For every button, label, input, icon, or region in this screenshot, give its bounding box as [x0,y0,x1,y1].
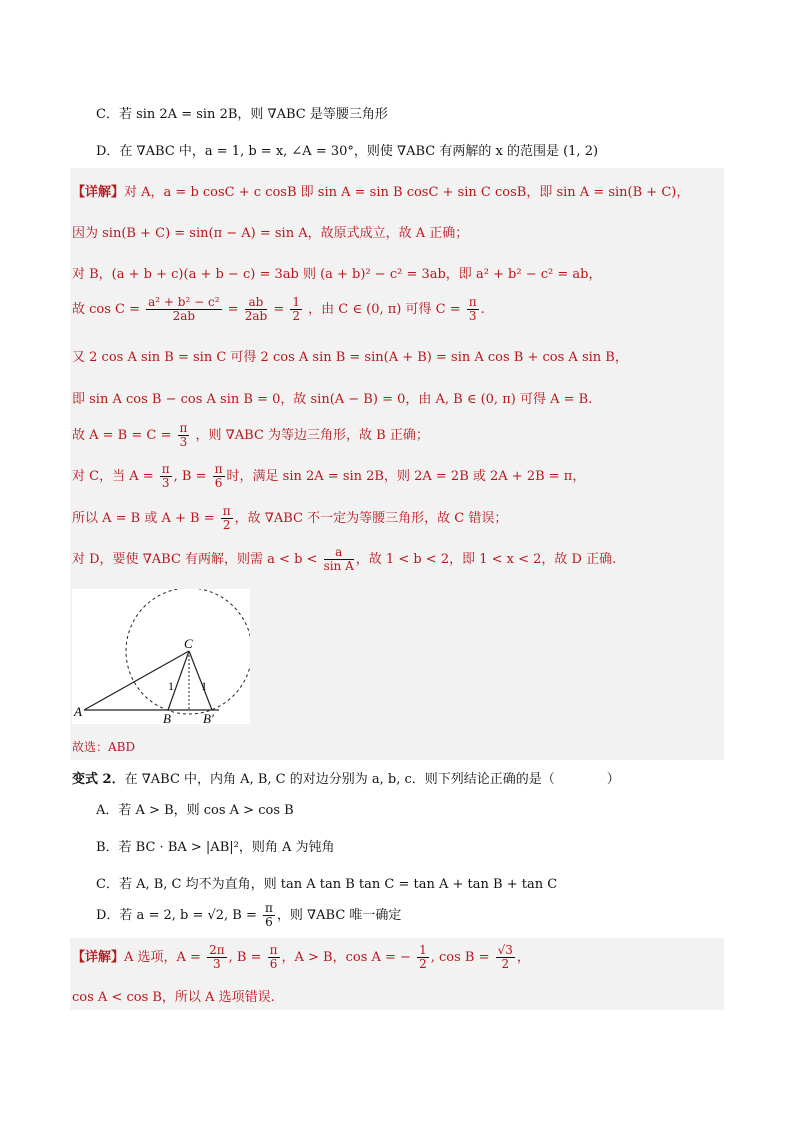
q1-option-c: C．若 sin 2A = sin 2B，则 ∇ABC 是等腰三角形 [96,107,388,122]
q2-option-a: A．若 A > B，则 cos A > cos B [96,803,294,818]
answer-line: 故选：ABD [72,740,136,754]
q2-option-c: C．若 A, B, C 均不为直角，则 tan A tan B tan C = tan A + tan B + tan C [96,877,558,892]
fraction: $\frac{\text{a² + b² − c²}}{2ab}$ [148,295,220,323]
label-c: C [184,636,193,651]
label-side-1: 1 [168,679,174,693]
label-b-prime: B′ [203,711,214,724]
fraction: $\frac{\pi}{6}$ [265,901,273,929]
fraction: $\frac{2\pi}{3}$ [209,943,225,971]
fraction: $\frac{a}{\text{sin A}}$ [323,545,354,573]
solution1-line-2: 因为 sin(B + C) = sin(π − A) = sin A，故原式成立，故 A 正确； [72,226,469,241]
q2-option-b: B．若 BC · BA > |AB|²，则角 A 为钝角 [96,840,335,855]
fraction: $\frac{\pi}{3}$ [179,421,188,449]
solution1-line-9: 所以 A = B 或 A + B = $\frac{\pi}{2}$ ，故 ∇ABC 不一定为等腰三角形，故 C 错误； [72,504,508,532]
question-2-stem: 变式 2．在 ∇ABC 中，内角 A, B, C 的对边分别为 a, b, c．则下列结论正确的是（ ） [72,772,620,787]
solution1-line-1: 【详解】对 A，a = b cosC + c cosB 即 sin A = sin B cosC + sin C cosB，即 sin A = sin(B + C)， [72,185,690,200]
triangle-figure [72,589,250,724]
fraction: $\frac{\pi}{3}$ [468,295,477,323]
fraction: $\frac{1}{2}$ [292,295,301,323]
solution2-line-1: 【详解】A 选项，A = $\frac{2\pi}{3}$ , B = $\frac{\pi}{6}$ ，A > B，cos A = − $\frac{1}{2}$ , cos B = $\frac{√3}{2}$ ， [72,943,530,971]
solution1-line-5: 又 2 cos A sin B = sin C 可得 2 cos A sin B = sin(A + B) = sin A cos B + cos A sin B， [72,350,628,365]
fraction: $\frac{\pi}{3}$ [161,462,170,490]
fraction: $\frac{\pi}{2}$ [222,504,231,532]
solution1-line-8: 对 C，当 A = $\frac{\pi}{3}$ , B = $\frac{\pi}{6}$ 时，满足 sin 2A = sin 2B，则 2A = 2B 或 2A + 2B = π， [72,462,586,490]
solution2-line-2: cos A < cos B，所以 A 选项错误. [72,990,275,1005]
solution1-line-6: 即 sin A cos B − cos A sin B = 0，故 sin(A − B) = 0，由 A, B ∈ (0, π) 可得 A = B. [72,392,593,407]
fraction: $\frac{√3}{2}$ [497,943,513,971]
detail-tag: 【详解】 [72,185,125,200]
q1-option-d: D．在 ∇ABC 中，a = 1, b = x, ∠A = 30°，则使 ∇ABC 有两解的 x 的范围是 (1, 2) [96,144,599,159]
label-side-2: 1 [201,679,207,693]
fraction: $\frac{\pi}{6}$ [269,943,278,971]
solution1-line-3: 对 B，(a + b + c)(a + b − c) = 3ab 则 (a + b)² − c² = 3ab，即 a² + b² − c² = ab， [72,267,602,282]
fraction: $\frac{ab}{2ab}$ [244,295,268,323]
solution1-line-7: 故 A = B = C = $\frac{\pi}{3}$ ，则 ∇ABC 为等边三角形，故 B 正确； [72,421,429,449]
fraction: $\frac{\pi}{6}$ [214,462,223,490]
q2-option-d: D．若 a = 2, b = √2, B = $\frac{\pi}{6}$ ，则 ∇ABC 唯一确定 [96,901,402,929]
fraction: $\frac{1}{2}$ [419,943,427,971]
solution1-line-10: 对 D，要使 ∇ABC 有两解，则需 a < b < $\frac{a}{\text{sin A}}$ ，故 1 < b < 2，即 1 < x < 2，故 D 正确. [72,545,617,573]
label-a: A [74,704,82,719]
label-b: B [163,711,171,724]
solution1-line-4: 故 cos C = $\frac{\text{a² + b² − c²}}{2ab}$ = $\frac{ab}{2ab}$ = $\frac{1}{2}$ ，由 C ∈ (0, π) 可得 C = $\frac{\pi}{3}$ . [72,295,485,323]
detail-tag: 【详解】 [72,950,125,965]
